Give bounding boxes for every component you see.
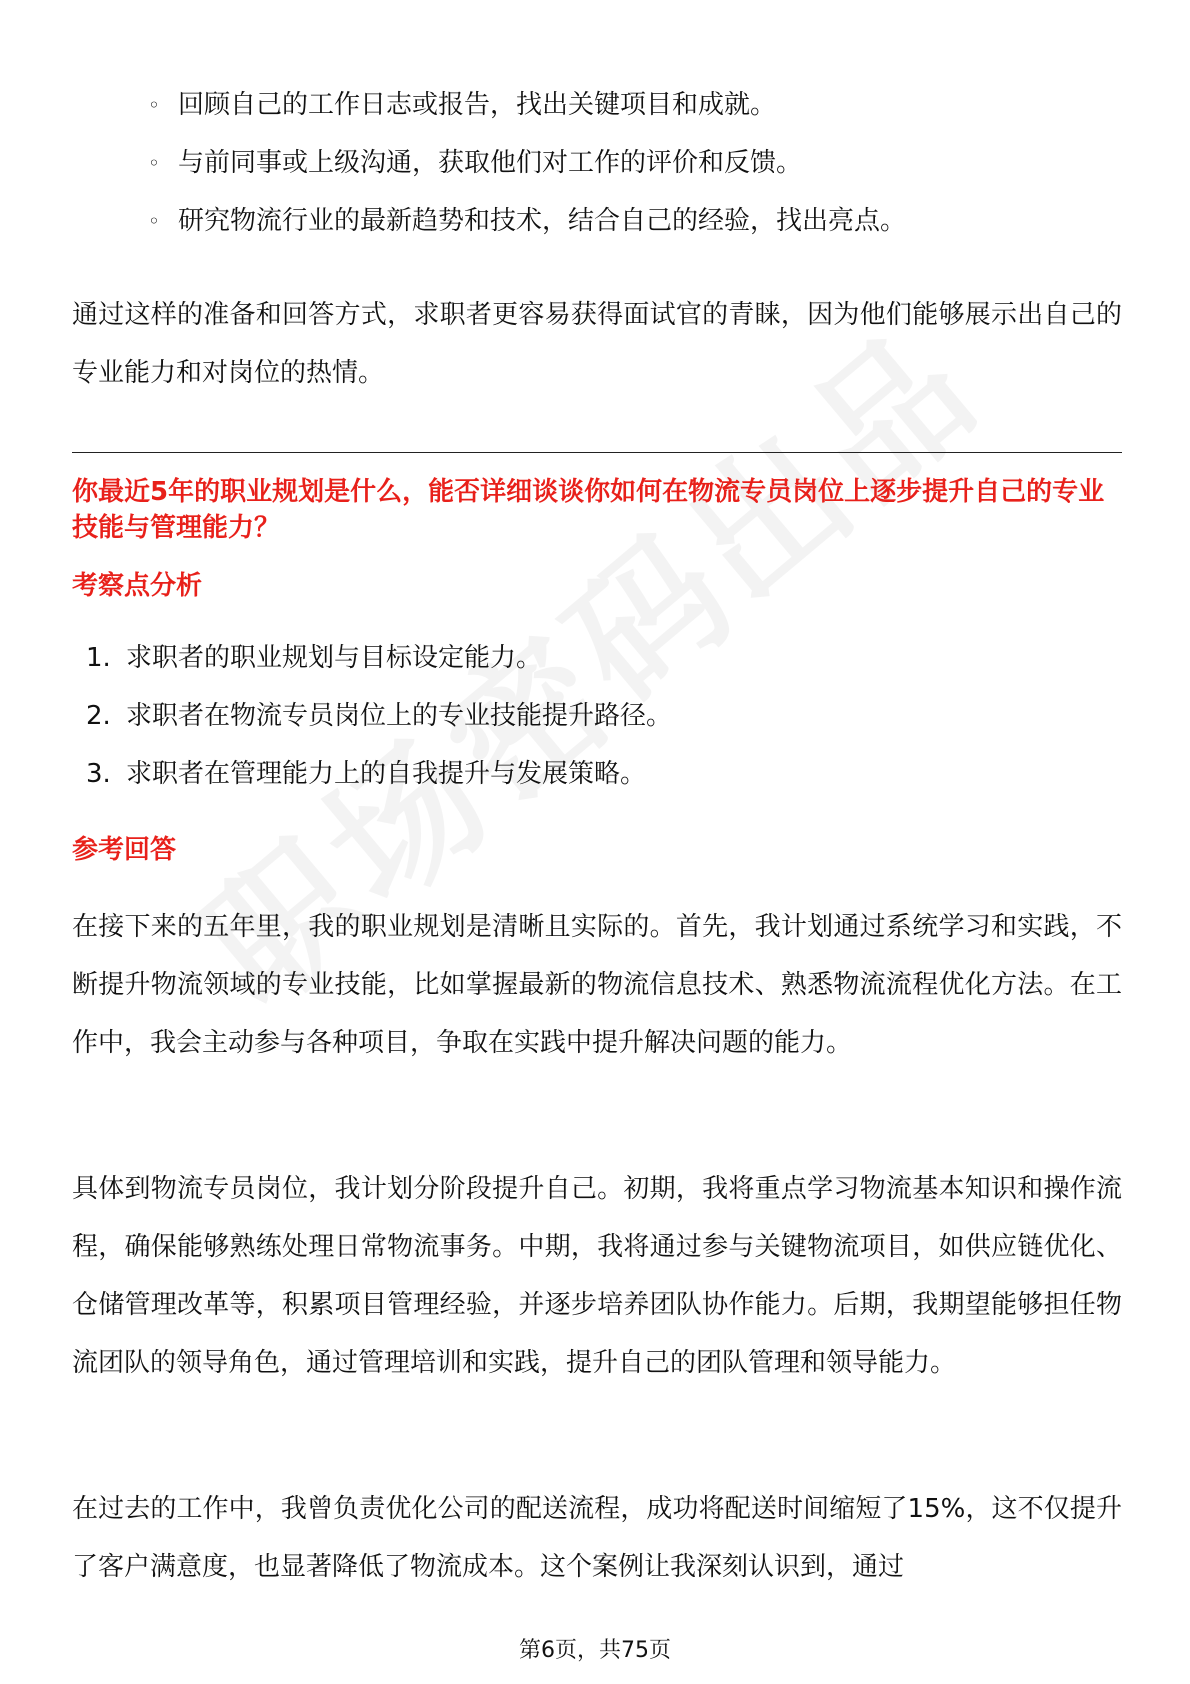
page-number-footer: 第6页，共75页: [519, 1638, 671, 1663]
bullet-text: 研究物流行业的最新趋势和技术，结合自己的经验，找出亮点。: [178, 206, 907, 236]
answer-paragraph: 具体到物流专员岗位，我计划分阶段提升自己。初期，我将重点学习物流基本知识和操作流程，确保能够熟练处理日常物流事务。中期，我将通过参与关键物流项目，如供应链优化、仓储管理改革等，积累项目管理经验，并逐步培养团队协作能力。后期，我期望能够担任物流团队的领导角色，通过管理培训和实践，提升自己的团队管理和领导能力。: [72, 1174, 1122, 1378]
item-text: 求职者在物流专员岗位上的专业技能提升路径。: [126, 701, 673, 731]
interview-question: 你最近5年的职业规划是什么，能否详细谈谈你如何在物流专员岗位上逐步提升自己的专业技能与管理能力？: [72, 477, 1105, 543]
bullet-marker: ◦: [148, 151, 160, 175]
answer-paragraph: 在过去的工作中，我曾负责优化公司的配送流程，成功将配送时间缩短了15%，这不仅提升了客户满意度，也显著降低了物流成本。这个案例让我深刻认识到，通过: [72, 1494, 1122, 1582]
summary-paragraph: 通过这样的准备和回答方式，求职者更容易获得面试官的青睐，因为他们能够展示出自己的专业能力和对岗位的热情。: [72, 300, 1122, 388]
list-item: [148, 88, 1108, 146]
bullet-text: 回顾自己的工作日志或报告，找出关键项目和成就。: [178, 90, 777, 120]
list-item: [86, 640, 1086, 698]
list-item: [148, 146, 1108, 204]
list-item: [148, 204, 1108, 262]
bullet-marker: ◦: [148, 93, 160, 117]
bullet-text: 与前同事或上级沟通，获取他们对工作的评价和反馈。: [178, 148, 803, 178]
bullet-marker: ◦: [148, 209, 160, 233]
answer-heading: 参考回答: [72, 835, 177, 865]
item-number: 1.: [86, 643, 111, 673]
item-number: 2.: [86, 701, 111, 731]
item-text: 求职者在管理能力上的自我提升与发展策略。: [126, 759, 647, 789]
list-item: [86, 698, 1086, 756]
analysis-points-list: [86, 640, 1086, 814]
list-item: [86, 756, 1086, 814]
item-number: 3.: [86, 759, 111, 789]
answer-paragraph: 在接下来的五年里，我的职业规划是清晰且实际的。首先，我计划通过系统学习和实践，不断提升物流领域的专业技能，比如掌握最新的物流信息技术、熟悉物流流程优化方法。在工作中，我会主动参与各种项目，争取在实践中提升解决问题的能力。: [72, 912, 1122, 1058]
analysis-heading: 考察点分析: [72, 571, 203, 601]
section-divider: [72, 452, 1122, 453]
item-text: 求职者的职业规划与目标设定能力。: [126, 643, 543, 673]
tips-bullet-list: [148, 88, 1108, 262]
